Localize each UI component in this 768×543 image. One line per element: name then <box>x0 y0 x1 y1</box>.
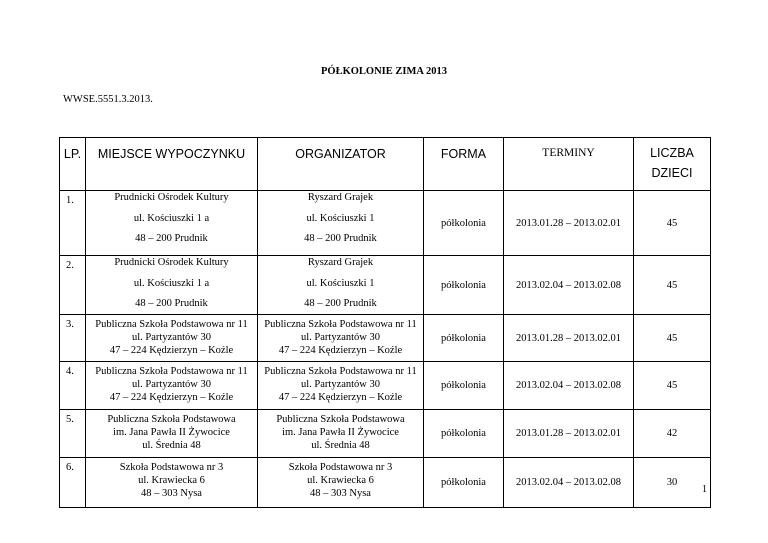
address-line: 48 – 200 Prudnik <box>304 298 377 309</box>
address-line: im. Jana Pawła II Żywocice <box>282 427 399 438</box>
row-liczba: 45 <box>634 315 711 362</box>
row-forma: półkolonia <box>424 362 504 410</box>
address-line: 48 – 303 Nysa <box>310 488 371 499</box>
header-liczba-line2: DZIECI <box>651 166 693 180</box>
table-row <box>60 256 711 315</box>
address-line: Publiczna Szkoła Podstawowa nr 11 <box>264 319 417 330</box>
address-line: ul. Krawiecka 6 <box>138 475 205 486</box>
row-lp: 6. <box>60 458 86 508</box>
header-forma: FORMA <box>424 138 504 191</box>
row-lp: 1. <box>60 191 86 256</box>
row-miejsce <box>86 362 258 410</box>
table-header-row <box>60 138 711 191</box>
row-organizator <box>258 315 424 362</box>
address-line: ul. Partyzantów 30 <box>300 332 381 343</box>
address-line: Publiczna Szkoła Podstawowa nr 11 <box>95 319 248 330</box>
address-line: 48 – 303 Nysa <box>141 488 202 499</box>
address-line: ul. Partyzantów 30 <box>131 332 212 343</box>
header-terminy: TERMINY <box>504 138 634 191</box>
row-organizator <box>258 410 424 458</box>
table-row <box>60 191 711 256</box>
row-terminy: 2013.01.28 – 2013.02.01 <box>504 410 634 458</box>
header-miejsce: MIEJSCE WYPOCZYNKU <box>86 138 258 191</box>
address-line: Szkoła Podstawowa nr 3 <box>119 462 224 473</box>
address-line: ul. Partyzantów 30 <box>131 379 212 390</box>
row-lp: 5. <box>60 410 86 458</box>
row-liczba: 45 <box>634 362 711 410</box>
address-line: 48 – 200 Prudnik <box>135 233 208 244</box>
row-liczba: 45 <box>634 256 711 315</box>
address-line: 48 – 200 Prudnik <box>135 298 208 309</box>
row-forma: półkolonia <box>424 410 504 458</box>
address-line: 47 – 224 Kędzierzyn – Koźle <box>278 345 403 356</box>
row-lp: 4. <box>60 362 86 410</box>
row-organizator <box>258 191 424 256</box>
address-line: Ryszard Grajek <box>307 257 374 268</box>
camps-table <box>59 137 711 508</box>
address-line: ul. Średnia 48 <box>142 440 201 451</box>
row-liczba: 30 <box>634 458 711 508</box>
address-line: 48 – 200 Prudnik <box>304 233 377 244</box>
row-lp: 2. <box>60 256 86 315</box>
table-row <box>60 458 711 508</box>
row-terminy: 2013.02.04 – 2013.02.08 <box>504 362 634 410</box>
address-line: Ryszard Grajek <box>307 192 374 203</box>
row-terminy: 2013.01.28 – 2013.02.01 <box>504 191 634 256</box>
document-title: PÓŁKOLONIE ZIMA 2013 <box>320 66 447 77</box>
address-line: Publiczna Szkoła Podstawowa nr 11 <box>95 366 248 377</box>
page-number: 1 <box>702 484 707 495</box>
table-row <box>60 315 711 362</box>
address-line: Szkoła Podstawowa nr 3 <box>288 462 393 473</box>
table-row <box>60 410 711 458</box>
address-line: Prudnicki Ośrodek Kultury <box>114 257 229 268</box>
address-line: ul. Partyzantów 30 <box>300 379 381 390</box>
address-line: 47 – 224 Kędzierzyn – Koźle <box>109 345 234 356</box>
address-line: 47 – 224 Kędzierzyn – Koźle <box>109 392 234 403</box>
address-line: Prudnicki Ośrodek Kultury <box>114 192 229 203</box>
header-organizator: ORGANIZATOR <box>258 138 424 191</box>
row-terminy: 2013.02.04 – 2013.02.08 <box>504 458 634 508</box>
reference-number: WWSE.5551.3.2013. <box>63 94 153 105</box>
header-lp: LP. <box>60 138 86 191</box>
row-miejsce <box>86 191 258 256</box>
row-terminy: 2013.01.28 – 2013.02.01 <box>504 315 634 362</box>
address-line: ul. Kościuszki 1 <box>306 278 375 289</box>
address-line: Publiczna Szkoła Podstawowa <box>276 414 405 425</box>
row-forma: półkolonia <box>424 191 504 256</box>
address-line: Publiczna Szkoła Podstawowa nr 11 <box>264 366 417 377</box>
table-row <box>60 362 711 410</box>
row-liczba: 42 <box>634 410 711 458</box>
address-line: ul. Kościuszki 1 a <box>133 278 210 289</box>
row-lp: 3. <box>60 315 86 362</box>
row-organizator <box>258 458 424 508</box>
address-line: ul. Kościuszki 1 <box>306 213 375 224</box>
row-miejsce <box>86 256 258 315</box>
address-line: ul. Krawiecka 6 <box>307 475 374 486</box>
address-line: im. Jana Pawła II Żywocice <box>113 427 230 438</box>
address-line: ul. Średnia 48 <box>311 440 370 451</box>
row-forma: półkolonia <box>424 315 504 362</box>
row-terminy: 2013.02.04 – 2013.02.08 <box>504 256 634 315</box>
row-miejsce <box>86 410 258 458</box>
row-forma: półkolonia <box>424 458 504 508</box>
row-organizator <box>258 256 424 315</box>
row-forma: półkolonia <box>424 256 504 315</box>
address-line: 47 – 224 Kędzierzyn – Koźle <box>278 392 403 403</box>
address-line: ul. Kościuszki 1 a <box>133 213 210 224</box>
address-line: Publiczna Szkoła Podstawowa <box>107 414 236 425</box>
header-liczba <box>634 138 711 191</box>
row-miejsce <box>86 458 258 508</box>
row-miejsce <box>86 315 258 362</box>
row-organizator <box>258 362 424 410</box>
row-liczba: 45 <box>634 191 711 256</box>
header-liczba-line1: LICZBA <box>650 146 694 160</box>
